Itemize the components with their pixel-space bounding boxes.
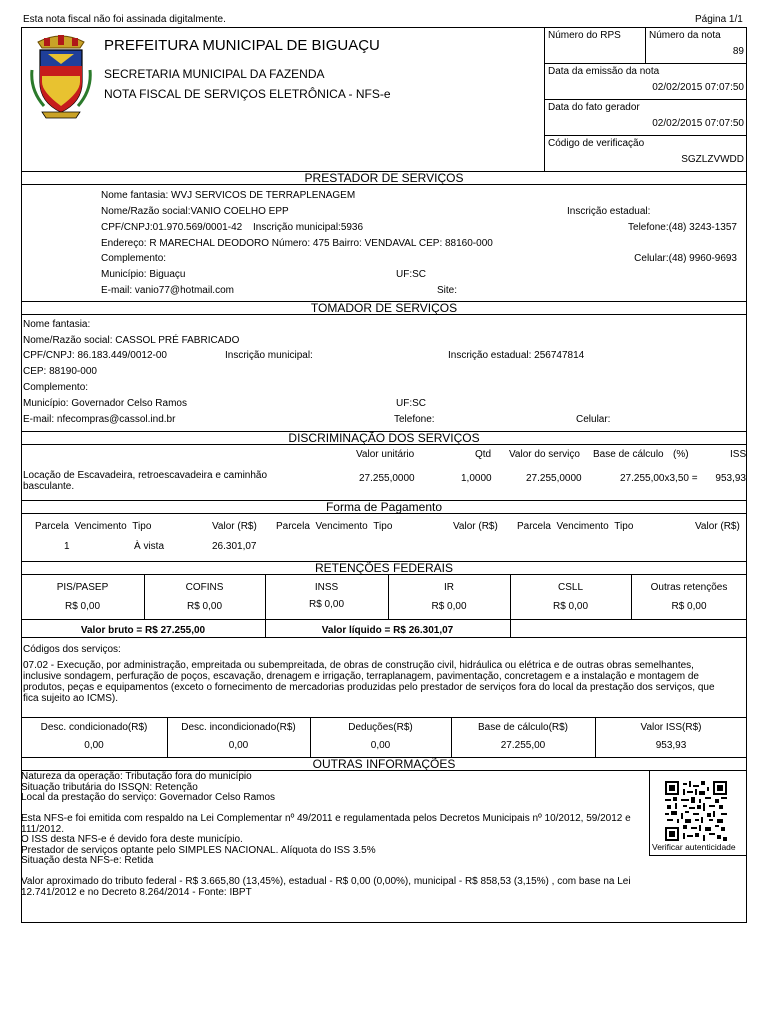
verificar-autenticidade-link[interactable]: Verificar autenticidade	[652, 842, 736, 852]
pag-valor-header: Valor (R$)	[453, 521, 498, 532]
valor-bruto: Valor bruto = R$ 27.255,00	[80, 625, 206, 636]
ret-ir-label: IR	[444, 582, 454, 593]
emissao-label: Data da emissão da nota	[548, 66, 660, 77]
tomador-nome-fantasia: Nome fantasia:	[23, 319, 91, 330]
outras-text	[21, 772, 646, 898]
prestador-uf: UF:SC	[396, 269, 426, 280]
pag-valor-header: Valor (R$)	[695, 521, 740, 532]
tomador-cep: CEP: 88190-000	[23, 366, 97, 377]
servico-qtd: 1,0000	[461, 473, 492, 484]
outras-line: Situação tributária do ISSQN: Retenção	[21, 781, 198, 793]
prestador-nome-fantasia: Nome fantasia: WVJ SERVICOS DE TERRAPLENAGEM	[101, 190, 356, 201]
ret-inss-label: INSS	[314, 582, 339, 593]
prefeitura-title: PREFEITURA MUNICIPAL DE BIGUAÇU	[104, 37, 380, 54]
ret-inss-value: R$ 0,00	[308, 599, 345, 610]
ret-cofins-value: R$ 0,00	[186, 601, 223, 612]
col-aliquota: (%)	[673, 449, 689, 460]
header-divider	[645, 27, 646, 63]
col-iss: ISS	[730, 449, 747, 460]
verificacao-label: Código de verificação	[548, 138, 645, 149]
prestador-complemento: Complemento:	[101, 253, 167, 264]
tomador-celular: Celular:	[576, 414, 611, 425]
ret-csll-label: CSLL	[557, 582, 583, 593]
discriminacao-section-title: DISCRIMINAÇÃO DOS SERVIÇOS	[21, 431, 747, 445]
fato-gerador-label: Data do fato gerador	[548, 102, 640, 113]
codigos-text: 07.02 - Execução, por administração, empreitada ou subempreitada, de obras de construção civil, hidráulica ou elétrica e de outras obras semelhantes, inclusive sondagem, perfuração de poços, escavação, drenagem e irrigação, terraplanagem, pavimentação, concretagem e a instalação e montagem de produtos, peças e equipamentos (exceto o fornecimento de mercadorias produzidas pelo prestador de serviços fora do local da prestação dos serviços, que fica sujeito ao ICMS).	[23, 660, 715, 704]
pag-valor-header: Valor (R$)	[212, 521, 257, 532]
outras-divider	[649, 771, 650, 855]
desc-incondicionado-value: 0,00	[228, 740, 249, 751]
pag-parcela-header: Parcela Vencimento Tipo	[35, 521, 152, 532]
tomador-complemento: Complemento:	[23, 382, 89, 393]
ret-divider	[21, 637, 747, 638]
pag-parcela-header: Parcela Vencimento Tipo	[276, 521, 393, 532]
ret-pis-value: R$ 0,00	[64, 601, 101, 612]
prestador-inscricao-municipal: Inscrição municipal:5936	[253, 222, 364, 233]
header-divider	[544, 135, 747, 136]
outras-line: Situação desta NFS-e: Retida	[21, 855, 154, 866]
pag-tipo: À vista	[134, 541, 165, 552]
secretaria-subtitle: SECRETARIA MUNICIPAL DA FAZENDA	[104, 67, 325, 81]
header-divider	[544, 63, 747, 64]
qr-code-icon[interactable]	[665, 781, 727, 841]
servico-valor-unitario: 27.255,0000	[359, 473, 415, 484]
tomador-telefone: Telefone:	[394, 414, 435, 425]
servico-iss: 953,93	[715, 473, 746, 484]
base-calculo-label: Base de cálculo(R$)	[477, 722, 569, 733]
valor-iss-value: 953,93	[655, 740, 687, 751]
ret-pis-label: PIS/PASEP	[56, 582, 109, 593]
outras-line: Esta NFS-e foi emitida com respaldo na Lei Complementar nº 49/2011 e regulamentada pelos Decretos Municipais nº 10/2012, 59/2012 e 111/2012.	[21, 813, 631, 835]
prestador-municipio: Município: Biguaçu	[101, 269, 186, 280]
nota-value: 89	[732, 46, 744, 57]
outras-section-title: OUTRAS INFORMAÇÕES	[21, 757, 747, 771]
valor-iss-label: Valor ISS(R$)	[640, 722, 702, 733]
col-qtd: Qtd	[475, 449, 492, 460]
outras-line: Prestador de serviços optante pelo SIMPLES NACIONAL. Alíquota do ISS 3.5%	[21, 844, 376, 856]
col-base-calculo: Base de cálculo	[593, 449, 664, 460]
page-number: Página 1/1	[695, 14, 743, 25]
pag-parcela-header: Parcela Vencimento Tipo	[517, 521, 634, 532]
col-valor-unitario: Valor unitário	[356, 449, 415, 460]
ret-outras-label: Outras retenções	[650, 582, 728, 593]
col-valor-servico: Valor do serviço	[509, 449, 580, 460]
header-divider	[544, 99, 747, 100]
pag-valor: 26.301,07	[212, 541, 257, 552]
retencoes-section-title: RETENÇÕES FEDERAIS	[21, 561, 747, 575]
emissao-value: 02/02/2015 07:07:50	[652, 82, 744, 93]
rps-label: Número do RPS	[548, 30, 621, 41]
pagamento-section-title: Forma de Pagamento	[21, 500, 747, 514]
nfse-subtitle: NOTA FISCAL DE SERVIÇOS ELETRÔNICA - NFS-e	[104, 87, 391, 101]
totais-divider	[21, 717, 747, 718]
verificacao-value: SGZLZVWDD	[681, 154, 744, 165]
nota-label: Número da nota	[649, 30, 721, 41]
valor-liquido: Valor líquido = R$ 26.301,07	[321, 625, 454, 636]
pag-parcela-1: 1	[64, 541, 70, 552]
codigos-label: Códigos dos serviços:	[23, 644, 121, 655]
prestador-cnpj: CPF/CNPJ:01.970.569/0001-42	[101, 222, 243, 233]
base-calculo-value: 27.255,00	[500, 740, 546, 751]
tomador-section-title: TOMADOR DE SERVIÇOS	[21, 301, 747, 315]
tomador-email: E-mail: nfecompras@cassol.ind.br	[23, 414, 176, 425]
prestador-site: Site:	[437, 285, 458, 296]
tomador-cnpj: CPF/CNPJ: 86.183.449/0012-00	[23, 350, 167, 361]
tomador-uf: UF:SC	[396, 398, 426, 409]
prestador-email: E-mail: vanio77@hotmail.com	[101, 285, 234, 296]
prestador-endereco: Endereço: R MARECHAL DEODORO Número: 475 Bairro: VENDAVAL CEP: 88160-000	[101, 238, 493, 249]
prestador-inscricao-estadual: Inscrição estadual:	[567, 206, 651, 217]
deducoes-label: Deduções(R$)	[348, 722, 413, 733]
tomador-razao-social: Nome/Razão social: CASSOL PRÉ FABRICADO	[23, 335, 240, 346]
ret-csll-value: R$ 0,00	[552, 601, 589, 612]
servico-descricao: Locação de Escavadeira, retroescavadeira e caminhão basculante.	[23, 470, 268, 492]
outras-line: Local da prestação do serviço: Governador Celso Ramos	[21, 792, 276, 803]
prestador-celular: Celular:(48) 9960-9693	[634, 253, 737, 264]
fato-gerador-value: 02/02/2015 07:07:50	[652, 118, 744, 129]
outras-line: O ISS desta NFS-e é devido fora deste município.	[21, 834, 243, 845]
ret-outras-value: R$ 0,00	[671, 601, 707, 612]
ret-ir-value: R$ 0,00	[431, 601, 467, 612]
signature-notice: Esta nota fiscal não foi assinada digitalmente.	[23, 14, 226, 25]
outras-divider	[649, 855, 747, 856]
servico-valor: 27.255,0000	[526, 473, 582, 484]
outras-line: Valor aproximado do tributo federal - R$ 3.665,80 (13,45%), estadual - R$ 0,00 (0,00%), municipal - R$ 858,53 (3,15%) , com base na Lei 12.741/2012 e no Decreto 8.264/2014 - Fonte: IBPT	[21, 876, 631, 898]
ret-divider	[21, 619, 747, 620]
deducoes-value: 0,00	[370, 740, 391, 751]
tomador-municipio: Município: Governador Celso Ramos	[23, 398, 187, 409]
servico-base-aliquota: 27.255,00x3,50 =	[620, 473, 698, 484]
city-coat-of-arms	[30, 30, 92, 120]
desc-condicionado-label: Desc. condicionado(R$)	[40, 722, 148, 733]
desc-condicionado-value: 0,00	[84, 740, 104, 751]
desc-incondicionado-label: Desc. incondicionado(R$)	[181, 722, 296, 733]
tomador-inscricao-municipal: Inscrição municipal:	[225, 350, 313, 361]
ret-cofins-label: COFINS	[185, 582, 224, 593]
prestador-razao-social: Nome/Razão social:VANIO COELHO EPP	[101, 206, 289, 217]
prestador-telefone: Telefone:(48) 3243-1357	[628, 222, 737, 233]
tomador-inscricao-estadual: Inscrição estadual: 256747814	[448, 350, 585, 361]
outras-line: Natureza da operação: Tributação fora do município	[21, 771, 252, 782]
prestador-section-title: PRESTADOR DE SERVIÇOS	[21, 171, 747, 185]
